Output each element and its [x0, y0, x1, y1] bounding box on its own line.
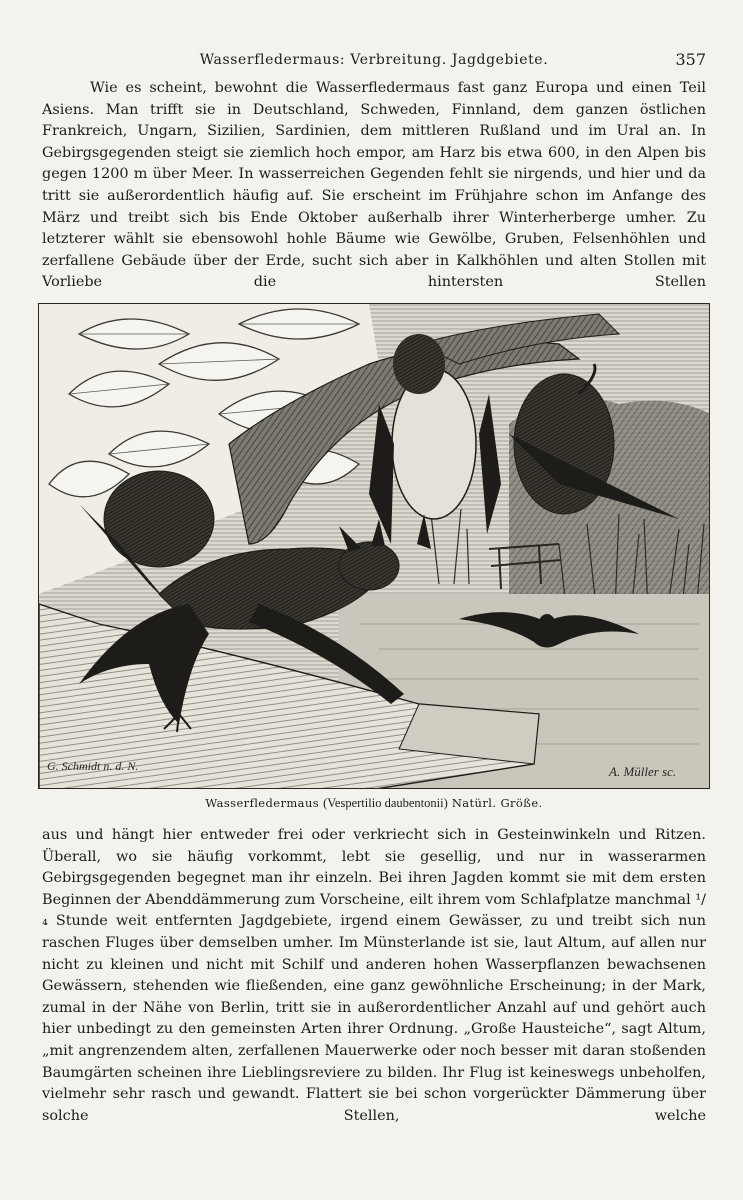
bat-engraving	[38, 303, 710, 789]
engraver-signature-left: G. Schmidt n. d. N.	[47, 759, 139, 773]
caption-latin-name: (Vespertilio daubentonii)	[323, 796, 448, 810]
figure-caption	[42, 796, 706, 811]
engraver-signature-right: A. Müller sc.	[609, 764, 677, 779]
caption-scale: Natürl. Größe.	[451, 796, 543, 810]
body-paragraph-1: Wie es scheint, bewohnt die Wasserfledermaus fast ganz Europa und einen Teil Asiens. Man trifft sie in Deutschland, Schweden, Finnland, dem ganzen östlichen Frankreich, Ungarn, Sizilien, Sardinien, dem mittleren Rußland und im Ural an. In Gebirgsgegenden steigt sie ziemlich hoch empor, am Harz bis etwa 600, in den Alpen bis gegen 1200 m über Meer. In wasserreichen Gegenden fehlt sie nirgends, und hier und da tritt sie außerordentlich häufig auf. Sie erscheint im Frühjahre schon im Anfange des März und treibt sich bis Ende Oktober außerhalb ihrer Winterherberge umher. Zu letzterer wählt sie ebensowohl hohle Bäume wie Gewölbe, Gruben, Felsenhöhlen und zerfallene Gebäude über der Erde, sucht sich aber in Kalkhöhlen und alten Stollen mit Vorliebe die hintersten Stellen	[42, 80, 706, 291]
engraving-illustration	[39, 304, 710, 789]
running-title: Wasserfledermaus: Verbreitung. Jagdgebiete.	[199, 52, 549, 68]
running-head	[42, 48, 706, 72]
body-paragraph-2: aus und hängt hier entweder frei oder verkriecht sich in Gesteinwinkeln und Ritzen. Überall, wo sie häufig vorkommt, lebt sie gesellig, und nur in wasserarmen Gebirgsgegenden begegnet man ihr einzeln. Bei ihren Jagden kommt sie mit dem ersten Beginnen der Abenddämmerung zum Vorscheine, eilt ihrem vom Schlafplatze manchmal ¹/₄ Stunde weit entfernten Jagdgebiete, irgend einem Gewässer, zu und treibt sich nun raschen Fluges über demselben umher. Im Münsterlande ist sie, laut Altum, auf allen nur nicht zu kleinen und nicht mit Schilf und anderen hohen Wasserpflanzen bewachsenen Gewässern, stehenden wie fließenden, eine ganz gewöhnliche Erscheinung; in der Mark, zumal in der Nähe von Berlin, tritt sie in außerordentlicher Anzahl auf und gehört auch hier unbedingt zu den gemeinsten Arten ihrer Ordnung. „Große Hausteiche“, sagt Altum, „mit angrenzendem alten, zerfallenen Mauerwerke oder noch besser mit daran stoßenden Baumgärten scheinen ihre Lieblingsreviere zu bilden. Ihr Flug ist keineswegs unbeholfen, vielmehr sehr rasch und gewandt. Flattert sie bei schon vorgerückter Dämmerung über solche Stellen, welche	[42, 827, 706, 1124]
caption-title: Wasserfledermaus	[205, 796, 320, 810]
page-number: 357	[675, 50, 706, 69]
